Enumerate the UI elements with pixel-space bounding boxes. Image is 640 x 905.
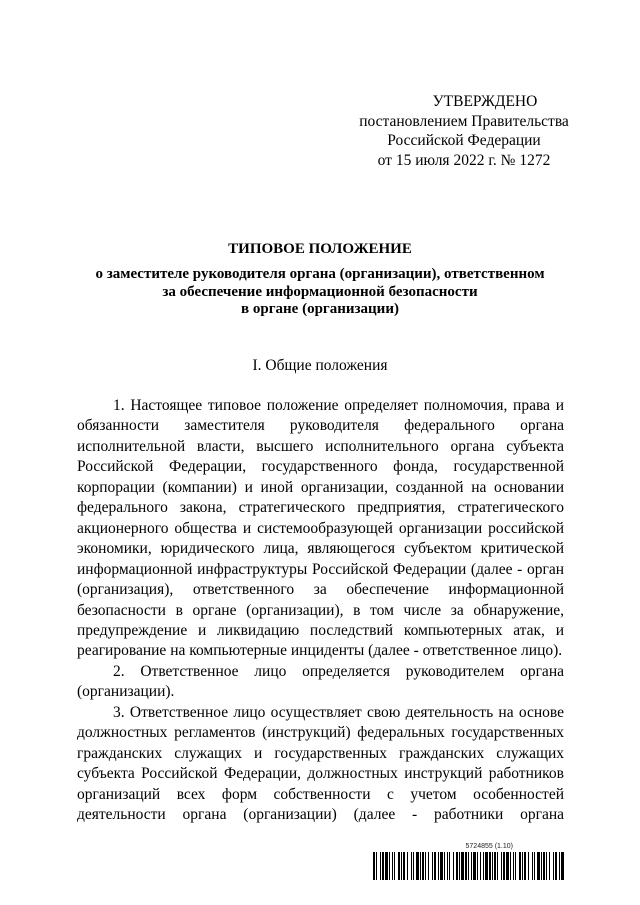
approval-heading: УТВЕРЖДЕНО <box>432 93 538 110</box>
document-subtitle-line-2: за обеспечение информационной безопасности <box>162 283 478 300</box>
approval-stamp <box>348 92 580 170</box>
document-title-block <box>60 240 580 319</box>
barcode-icon <box>373 852 565 880</box>
document-title: ТИПОВОЕ ПОЛОЖЕНИЕ <box>228 241 412 257</box>
paragraph-2: 2. Ответственное лицо определяется руководителем органа (организации). <box>77 662 564 701</box>
document-subtitle-line-3: в органе (организации) <box>241 301 399 317</box>
approval-line-3: от 15 июля 2022 г. № 1272 <box>377 151 551 169</box>
paragraph-1: 1. Настоящее типовое положение определяет полномочия, права и обязанности заместителя руководителя федерального органа исполнительной власти, высшего исполнительного органа субъекта Российской Федерации, государственного фонда, государственной корпорации (компании) и иной организации, созданной на основании федерального закона, стратегического предприятия, стратегического акционерного общества и системообразующей организации российской экономики, юридического лица, являющегося субъектом критической информационной инфраструктуры Российской Федерации (далее - орган (организация), ответственного за обеспечение информационной безопасности в органе (организации), в том числе за обнаружение, предупреждение и ликвидацию последствий компьютерных атак, и реагирование на компьютерные инциденты (далее - ответственное лицо). <box>77 397 564 660</box>
approval-line-1: постановлением Правительства <box>359 112 569 130</box>
section-heading: I. Общие положения <box>252 357 388 374</box>
document-subtitle-line-1: о заместителе руководителя органа (организации), ответственном <box>95 266 545 282</box>
document-body <box>77 396 564 826</box>
approval-line-2: Российской Федерации <box>387 132 541 150</box>
paragraph-3: 3. Ответственное лицо осуществляет свою деятельность на основе должностных регламентов (инструкций) федеральных государственных гражданских служащих и государственных гражданских служащих субъекта Российской Федерации, должностных инструкций работников организаций всех форм собственности с учетом особенностей деятельности органа (организации) (далее - работники органа <box>77 703 564 824</box>
barcode-block <box>373 843 565 880</box>
barcode-code: 5724855 (1.10) <box>465 843 513 850</box>
